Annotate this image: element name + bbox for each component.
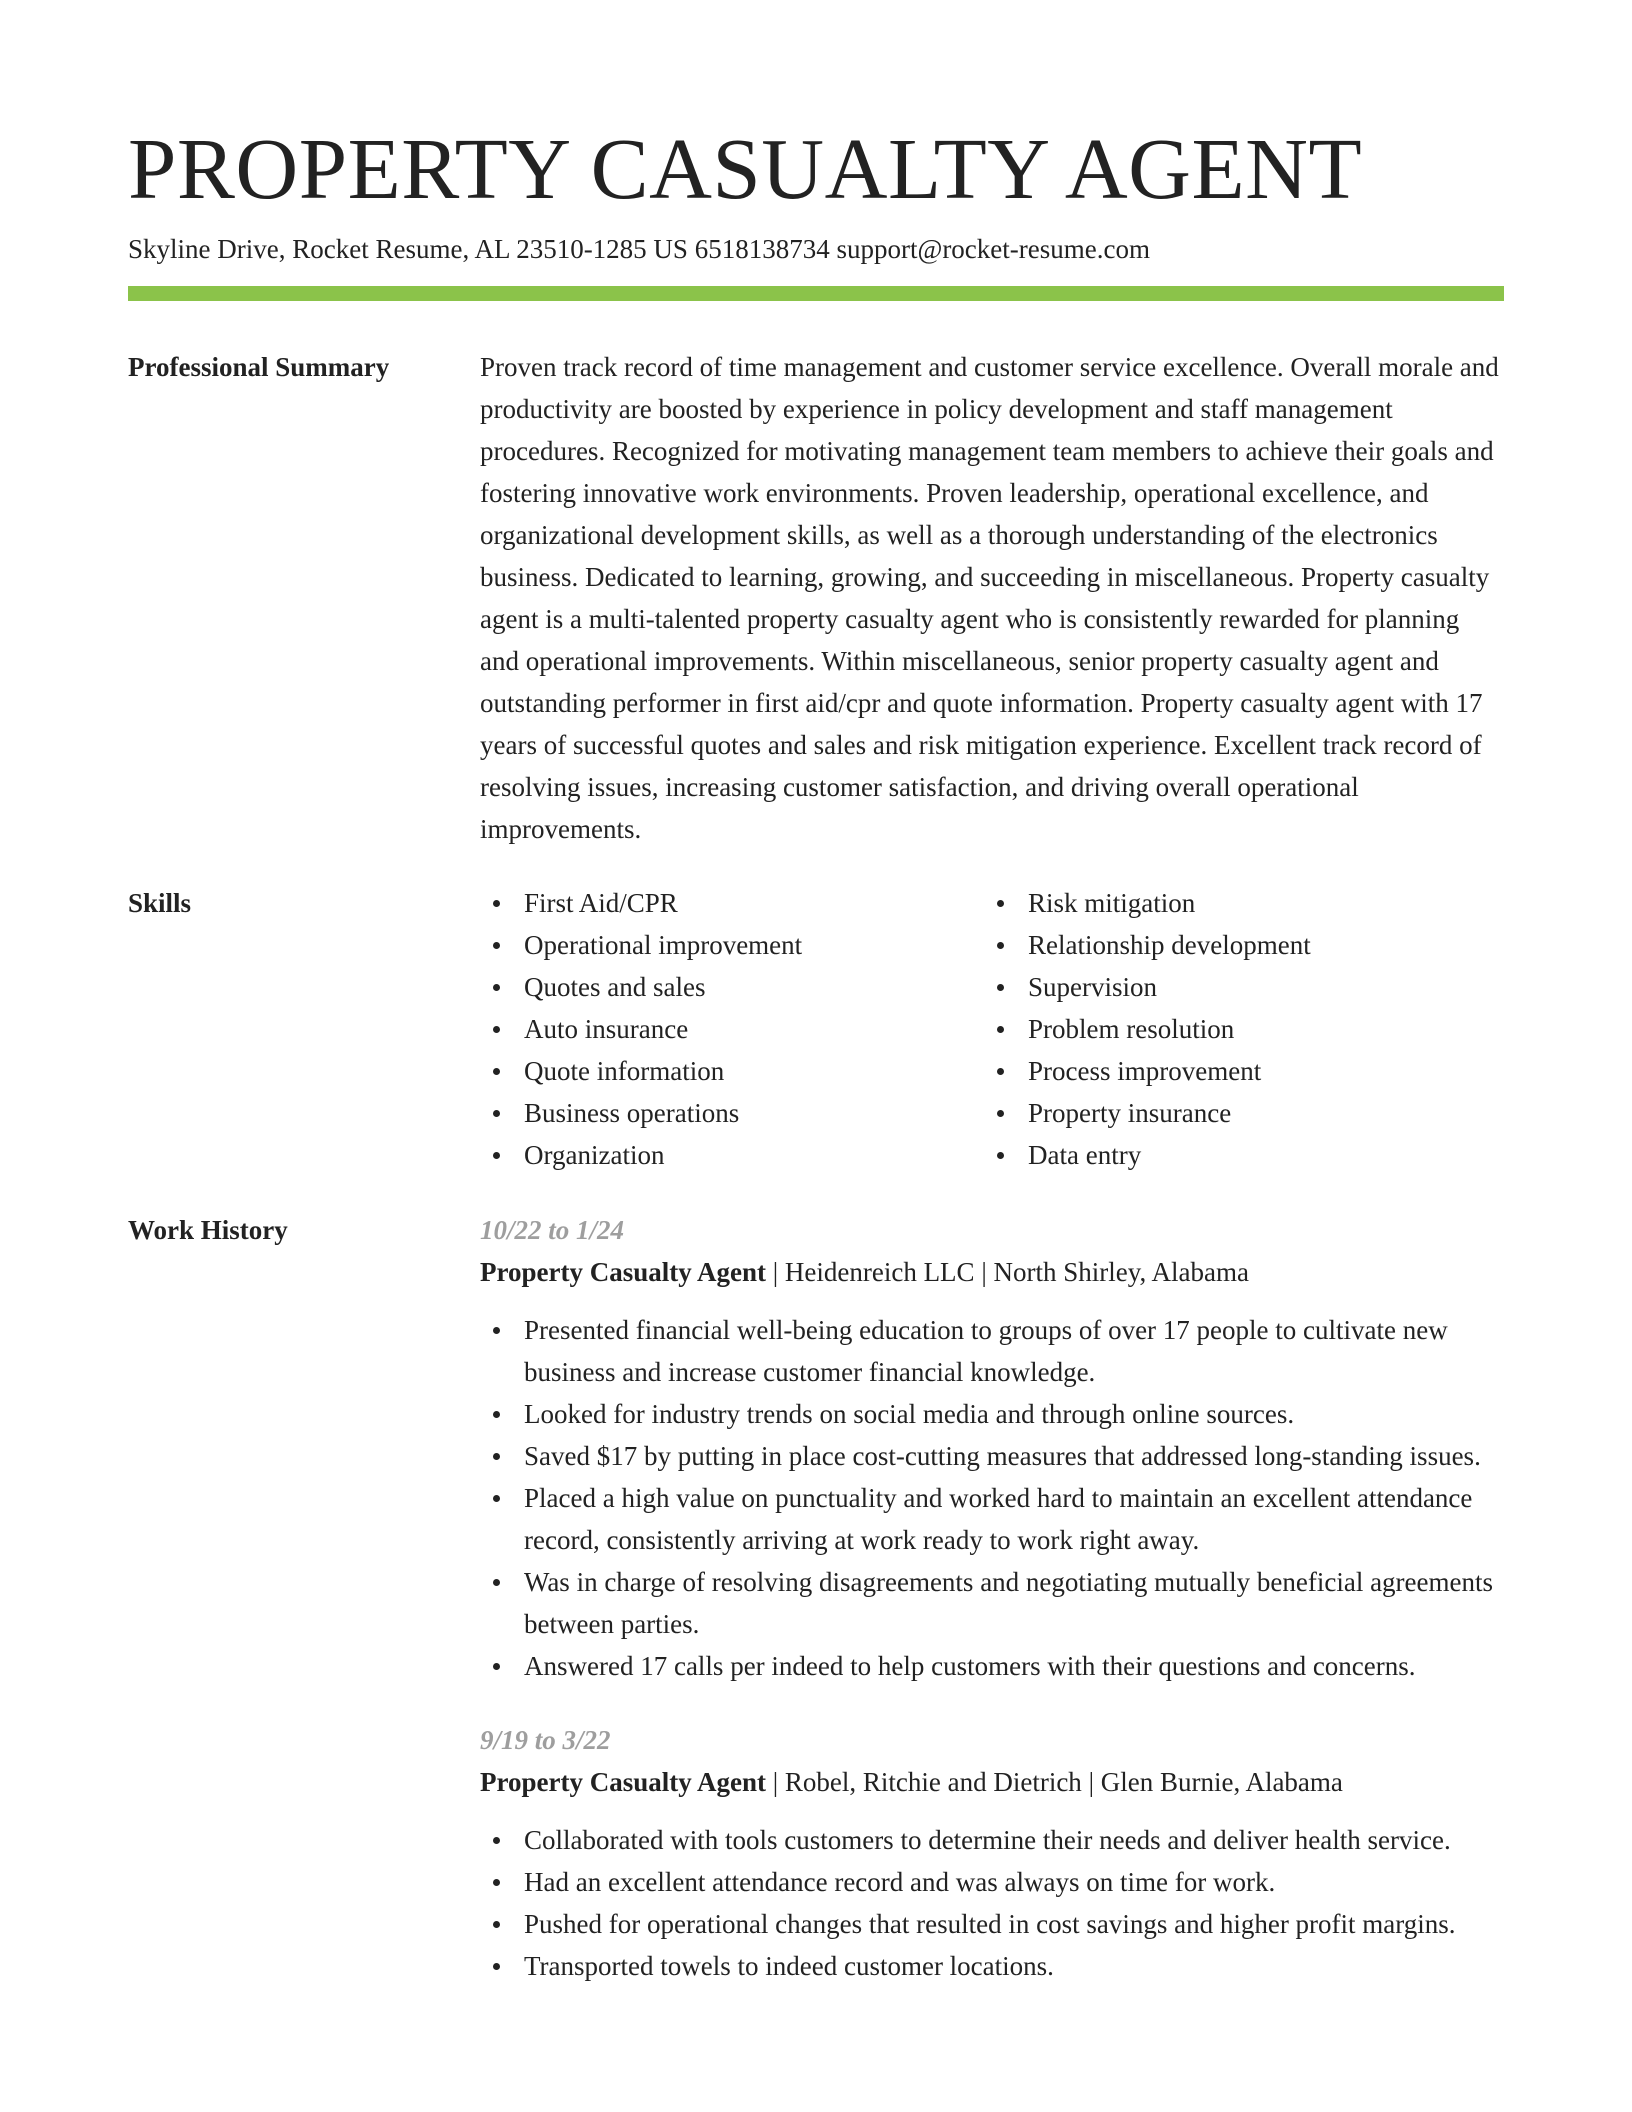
contact-line	[128, 231, 1150, 267]
skill-item: Process improvement	[984, 1050, 1488, 1092]
job-title: Property Casualty Agent	[480, 1257, 766, 1287]
summary-text: Proven track record of time management and customer service excellence. Overall morale and productivity are boosted by experience in policy development and staff management procedures. Recognized for motivating management team members to achieve their goals and fostering innovative work environments. Proven leadership, operational excellence, and organizational development skills, as well as a thorough understanding of the electronics business. Dedicated to learning, growing, and succeeding in miscellaneous. Property casualty agent is a multi-talented property casualty agent who is consistently rewarded for planning and operational improvements. Within miscellaneous, senior property casualty agent and outstanding performer in first aid/cpr and quote information. Property casualty agent with 17 years of successful quotes and sales and risk mitigation experience. Excellent track record of resolving issues, increasing customer satisfaction, and driving overall operational improvements.	[480, 352, 1499, 844]
job-company: Heidenreich LLC	[784, 1257, 975, 1287]
job-bullet: Looked for industry trends on social media and through online sources.	[480, 1393, 1504, 1435]
job-title: Property Casualty Agent	[480, 1767, 766, 1797]
separator: |	[772, 1257, 785, 1287]
contact-email[interactable]: support@rocket-resume.com	[836, 234, 1150, 264]
job-company: Robel, Ritchie and Dietrich	[784, 1767, 1082, 1797]
skill-item: Data entry	[984, 1134, 1488, 1176]
skill-item: Operational improvement	[480, 924, 984, 966]
skill-item: Quotes and sales	[480, 966, 984, 1008]
job-location: Glen Burnie, Alabama	[1100, 1767, 1343, 1797]
skills-label: Skills	[128, 888, 192, 918]
job-title-line	[480, 1761, 1504, 1803]
skill-item: Business operations	[480, 1092, 984, 1134]
contact-phone: 6518138734	[694, 234, 830, 264]
work-history-body	[480, 1209, 1504, 2003]
job-entry	[480, 1209, 1504, 1687]
skill-item: Relationship development	[984, 924, 1488, 966]
summary-label: Professional Summary	[128, 352, 390, 382]
separator: |	[1088, 1767, 1101, 1797]
job-title-line	[480, 1251, 1504, 1293]
skill-item: Auto insurance	[480, 1008, 984, 1050]
resume-name-heading: PROPERTY CASUALTY AGENT	[128, 120, 1363, 217]
summary-body	[480, 346, 1504, 850]
job-bullet: Saved $17 by putting in place cost-cutting measures that addressed long-standing issues.	[480, 1435, 1504, 1477]
job-bullet: Transported towels to indeed customer locations.	[480, 1945, 1504, 1987]
skill-item: Organization	[480, 1134, 984, 1176]
job-bullet: Pushed for operational changes that resulted in cost savings and higher profit margins.	[480, 1903, 1504, 1945]
skill-item: Quote information	[480, 1050, 984, 1092]
skills-column-right	[984, 882, 1488, 1176]
contact-address: Skyline Drive, Rocket Resume, AL 23510-1285 US	[128, 234, 688, 264]
skill-item: First Aid/CPR	[480, 882, 984, 924]
header-divider	[128, 286, 1504, 301]
work-history-label: Work History	[128, 1215, 288, 1245]
skill-item: Property insurance	[984, 1092, 1488, 1134]
job-bullet: Presented financial well-being education to groups of over 17 people to cultivate new business and increase customer financial knowledge.	[480, 1309, 1504, 1393]
job-bullets	[480, 1309, 1504, 1687]
separator: |	[981, 1257, 994, 1287]
skill-item: Supervision	[984, 966, 1488, 1008]
skills-column-left	[480, 882, 984, 1176]
job-entry	[480, 1719, 1504, 1987]
job-bullets	[480, 1819, 1504, 1987]
job-bullet: Collaborated with tools customers to determine their needs and deliver health service.	[480, 1819, 1504, 1861]
skill-item: Risk mitigation	[984, 882, 1488, 924]
skill-item: Problem resolution	[984, 1008, 1488, 1050]
job-dates: 10/22 to 1/24	[480, 1215, 625, 1245]
skills-body	[480, 882, 1504, 1176]
job-bullet: Was in charge of resolving disagreements and negotiating mutually beneficial agreements between parties.	[480, 1561, 1504, 1645]
job-location: North Shirley, Alabama	[993, 1257, 1249, 1287]
job-bullet: Placed a high value on punctuality and worked hard to maintain an excellent attendance record, consistently arriving at work ready to work right away.	[480, 1477, 1504, 1561]
skills-grid	[480, 882, 1504, 1176]
job-bullet: Had an excellent attendance record and was always on time for work.	[480, 1861, 1504, 1903]
job-bullet: Answered 17 calls per indeed to help customers with their questions and concerns.	[480, 1645, 1504, 1687]
job-dates: 9/19 to 3/22	[480, 1725, 611, 1755]
separator: |	[772, 1767, 785, 1797]
